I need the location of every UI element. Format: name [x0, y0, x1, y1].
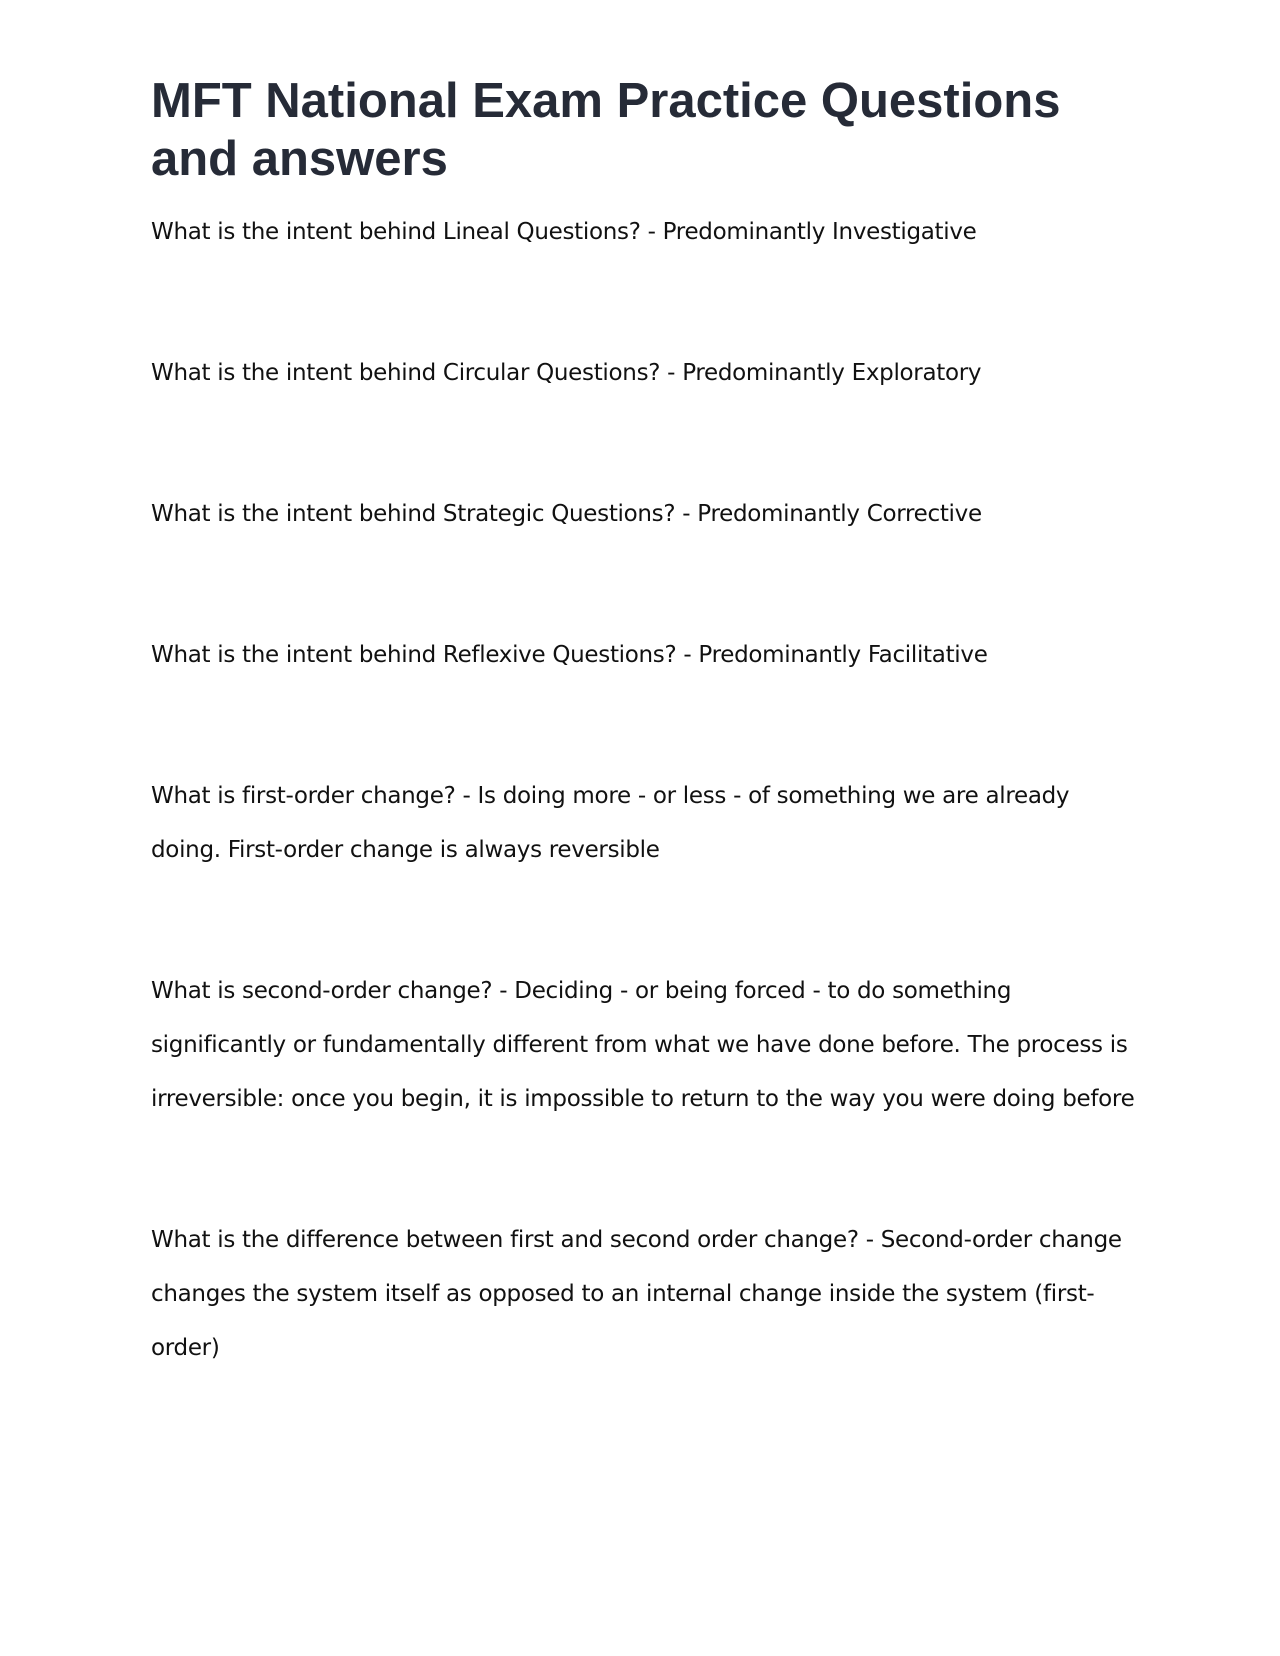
document-content [151, 72, 1141, 1375]
qa-item-first-order-change: What is first-order change? - Is doing more - or less - of something we are already doing. First-order change is always reversible [151, 783, 1070, 863]
qa-item-second-order-change: What is second-order change? - Deciding - or being forced - to do something significantly or fundamentally different from what we have done before. The process is irreversible: once you begin, it is impossible to return to the way you were doing before [151, 978, 1135, 1112]
qa-list [151, 205, 1141, 1375]
qa-item-lineal: What is the intent behind Lineal Questions? - Predominantly Investigative [151, 219, 977, 245]
qa-item-strategic: What is the intent behind Strategic Questions? - Predominantly Corrective [151, 501, 982, 527]
document-title: MFT National Exam Practice Questions and answers [151, 74, 1061, 186]
qa-item-reflexive: What is the intent behind Reflexive Questions? - Predominantly Facilitative [151, 642, 988, 668]
qa-item-circular: What is the intent behind Circular Questions? - Predominantly Exploratory [151, 360, 982, 386]
qa-item-difference: What is the difference between first and second order change? - Second-order change changes the system itself as opposed to an internal change inside the system (first-order) [151, 1227, 1122, 1361]
